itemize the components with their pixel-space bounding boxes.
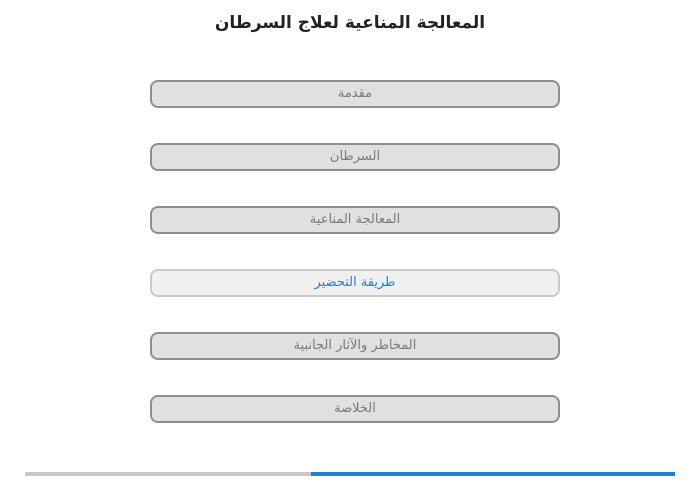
menu-item-introduction[interactable]: مقدمة — [150, 80, 560, 108]
menu-item-risks-side-effects[interactable]: المخاطر والآثار الجانبية — [150, 332, 560, 360]
menu-item-preparation[interactable]: طريقة التحضير — [150, 269, 560, 297]
navigation-menu — [150, 80, 560, 458]
menu-item-conclusion[interactable]: الخلاصة — [150, 395, 560, 423]
page-title: المعالجة المناعية لعلاج السرطان — [214, 13, 486, 33]
menu-item-cancer[interactable]: السرطان — [150, 143, 560, 171]
menu-item-immunotherapy[interactable]: المعالجة المناعية — [150, 206, 560, 234]
progress-bar-fill — [311, 472, 675, 476]
progress-bar — [25, 472, 675, 476]
